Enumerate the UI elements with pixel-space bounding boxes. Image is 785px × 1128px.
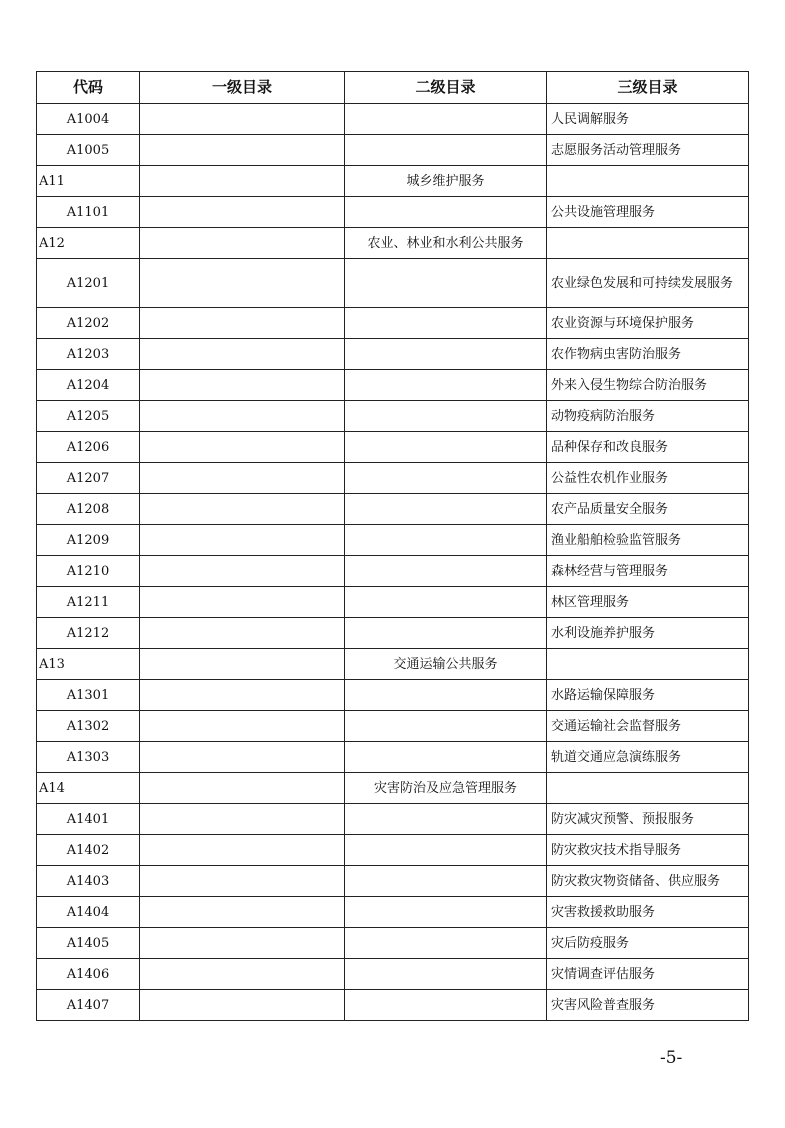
level3-cell: 农业资源与环境保护服务 xyxy=(547,308,749,339)
level1-cell xyxy=(140,166,345,197)
level1-cell xyxy=(140,259,345,308)
section-row xyxy=(37,773,749,804)
code-cell: A1303 xyxy=(37,742,140,773)
level1-cell xyxy=(140,463,345,494)
level2-cell xyxy=(345,401,547,432)
code-cell: A1407 xyxy=(37,990,140,1021)
table-row xyxy=(37,401,749,432)
level1-cell xyxy=(140,711,345,742)
section-row xyxy=(37,649,749,680)
level3-cell: 灾后防疫服务 xyxy=(547,928,749,959)
code-cell: A12 xyxy=(37,228,140,259)
level2-cell xyxy=(345,587,547,618)
table-row xyxy=(37,339,749,370)
level1-cell xyxy=(140,104,345,135)
level2-cell xyxy=(345,370,547,401)
level2-cell xyxy=(345,866,547,897)
level1-cell xyxy=(140,835,345,866)
level1-cell xyxy=(140,959,345,990)
level1-cell xyxy=(140,308,345,339)
level1-cell xyxy=(140,928,345,959)
table-row xyxy=(37,525,749,556)
level1-cell xyxy=(140,804,345,835)
level3-cell: 防灾救灾物资储备、供应服务 xyxy=(547,866,749,897)
table-row xyxy=(37,494,749,525)
table-row xyxy=(37,742,749,773)
code-cell: A1405 xyxy=(37,928,140,959)
level2-cell xyxy=(345,556,547,587)
code-cell: A1406 xyxy=(37,959,140,990)
level3-cell: 林区管理服务 xyxy=(547,587,749,618)
level2-cell xyxy=(345,742,547,773)
level3-cell: 水利设施养护服务 xyxy=(547,618,749,649)
section-row xyxy=(37,166,749,197)
table-body xyxy=(37,104,749,1021)
level3-cell: 品种保存和改良服务 xyxy=(547,432,749,463)
level2-cell xyxy=(345,339,547,370)
table-row xyxy=(37,711,749,742)
table-row xyxy=(37,835,749,866)
level2-cell: 灾害防治及应急管理服务 xyxy=(345,773,547,804)
code-cell: A11 xyxy=(37,166,140,197)
header-level1: 一级目录 xyxy=(140,72,345,104)
level1-cell xyxy=(140,556,345,587)
level3-cell: 防灾救灾技术指导服务 xyxy=(547,835,749,866)
level3-cell: 灾情调查评估服务 xyxy=(547,959,749,990)
level3-cell: 外来入侵生物综合防治服务 xyxy=(547,370,749,401)
level1-cell xyxy=(140,618,345,649)
table-row xyxy=(37,990,749,1021)
level3-cell: 水路运输保障服务 xyxy=(547,680,749,711)
code-cell: A1401 xyxy=(37,804,140,835)
table-row xyxy=(37,556,749,587)
level3-cell: 公益性农机作业服务 xyxy=(547,463,749,494)
code-cell: A1004 xyxy=(37,104,140,135)
level2-cell xyxy=(345,804,547,835)
level1-cell xyxy=(140,494,345,525)
level3-cell: 农产品质量安全服务 xyxy=(547,494,749,525)
code-cell: A13 xyxy=(37,649,140,680)
level3-cell xyxy=(547,166,749,197)
level2-cell xyxy=(345,432,547,463)
code-cell: A1204 xyxy=(37,370,140,401)
table-row xyxy=(37,104,749,135)
header-level2: 二级目录 xyxy=(345,72,547,104)
catalog-table xyxy=(36,71,749,1021)
level1-cell xyxy=(140,897,345,928)
table-row xyxy=(37,135,749,166)
level3-cell: 农作物病虫害防治服务 xyxy=(547,339,749,370)
code-cell: A1202 xyxy=(37,308,140,339)
table-row xyxy=(37,866,749,897)
table-row xyxy=(37,587,749,618)
level1-cell xyxy=(140,742,345,773)
level2-cell xyxy=(345,463,547,494)
level2-cell xyxy=(345,197,547,228)
level3-cell: 森林经营与管理服务 xyxy=(547,556,749,587)
level3-cell: 农业绿色发展和可持续发展服务 xyxy=(547,259,749,308)
table-row xyxy=(37,618,749,649)
table-row xyxy=(37,308,749,339)
level1-cell xyxy=(140,228,345,259)
level3-cell: 交通运输社会监督服务 xyxy=(547,711,749,742)
section-row xyxy=(37,228,749,259)
level1-cell xyxy=(140,339,345,370)
table-row xyxy=(37,432,749,463)
table-row xyxy=(37,928,749,959)
level1-cell xyxy=(140,197,345,228)
code-cell: A14 xyxy=(37,773,140,804)
level2-cell xyxy=(345,308,547,339)
code-cell: A1201 xyxy=(37,259,140,308)
level2-cell xyxy=(345,135,547,166)
level2-cell xyxy=(345,835,547,866)
level1-cell xyxy=(140,680,345,711)
level2-cell xyxy=(345,990,547,1021)
level3-cell: 渔业船舶检验监管服务 xyxy=(547,525,749,556)
level2-cell xyxy=(345,618,547,649)
code-cell: A1210 xyxy=(37,556,140,587)
table-row xyxy=(37,804,749,835)
level3-cell xyxy=(547,228,749,259)
level2-cell xyxy=(345,711,547,742)
level2-cell xyxy=(345,259,547,308)
level2-cell: 农业、林业和水利公共服务 xyxy=(345,228,547,259)
table-row xyxy=(37,463,749,494)
level3-cell: 公共设施管理服务 xyxy=(547,197,749,228)
level1-cell xyxy=(140,401,345,432)
page-number: -5- xyxy=(660,1048,683,1068)
header-level3: 三级目录 xyxy=(547,72,749,104)
code-cell: A1402 xyxy=(37,835,140,866)
code-cell: A1302 xyxy=(37,711,140,742)
level2-cell xyxy=(345,897,547,928)
code-cell: A1212 xyxy=(37,618,140,649)
level1-cell xyxy=(140,525,345,556)
level2-cell: 交通运输公共服务 xyxy=(345,649,547,680)
code-cell: A1005 xyxy=(37,135,140,166)
level3-cell xyxy=(547,649,749,680)
code-cell: A1208 xyxy=(37,494,140,525)
table-row xyxy=(37,959,749,990)
level1-cell xyxy=(140,432,345,463)
code-cell: A1205 xyxy=(37,401,140,432)
table-row xyxy=(37,897,749,928)
level3-cell: 轨道交通应急演练服务 xyxy=(547,742,749,773)
level2-cell xyxy=(345,494,547,525)
level3-cell: 灾害风险普查服务 xyxy=(547,990,749,1021)
level2-cell: 城乡维护服务 xyxy=(345,166,547,197)
level1-cell xyxy=(140,773,345,804)
level3-cell: 防灾减灾预警、预报服务 xyxy=(547,804,749,835)
level1-cell xyxy=(140,990,345,1021)
code-cell: A1403 xyxy=(37,866,140,897)
level1-cell xyxy=(140,649,345,680)
table-row xyxy=(37,370,749,401)
level3-cell: 灾害救援救助服务 xyxy=(547,897,749,928)
table-header-row xyxy=(37,72,749,104)
table-row xyxy=(37,259,749,308)
code-cell: A1301 xyxy=(37,680,140,711)
level1-cell xyxy=(140,135,345,166)
code-cell: A1207 xyxy=(37,463,140,494)
header-code: 代码 xyxy=(37,72,140,104)
table-row xyxy=(37,197,749,228)
code-cell: A1211 xyxy=(37,587,140,618)
code-cell: A1404 xyxy=(37,897,140,928)
table-row xyxy=(37,680,749,711)
level1-cell xyxy=(140,587,345,618)
level2-cell xyxy=(345,680,547,711)
code-cell: A1209 xyxy=(37,525,140,556)
code-cell: A1203 xyxy=(37,339,140,370)
level2-cell xyxy=(345,525,547,556)
code-cell: A1206 xyxy=(37,432,140,463)
level2-cell xyxy=(345,928,547,959)
level1-cell xyxy=(140,370,345,401)
code-cell: A1101 xyxy=(37,197,140,228)
level3-cell: 人民调解服务 xyxy=(547,104,749,135)
level3-cell xyxy=(547,773,749,804)
level3-cell: 动物疫病防治服务 xyxy=(547,401,749,432)
level1-cell xyxy=(140,866,345,897)
level2-cell xyxy=(345,959,547,990)
level2-cell xyxy=(345,104,547,135)
level3-cell: 志愿服务活动管理服务 xyxy=(547,135,749,166)
